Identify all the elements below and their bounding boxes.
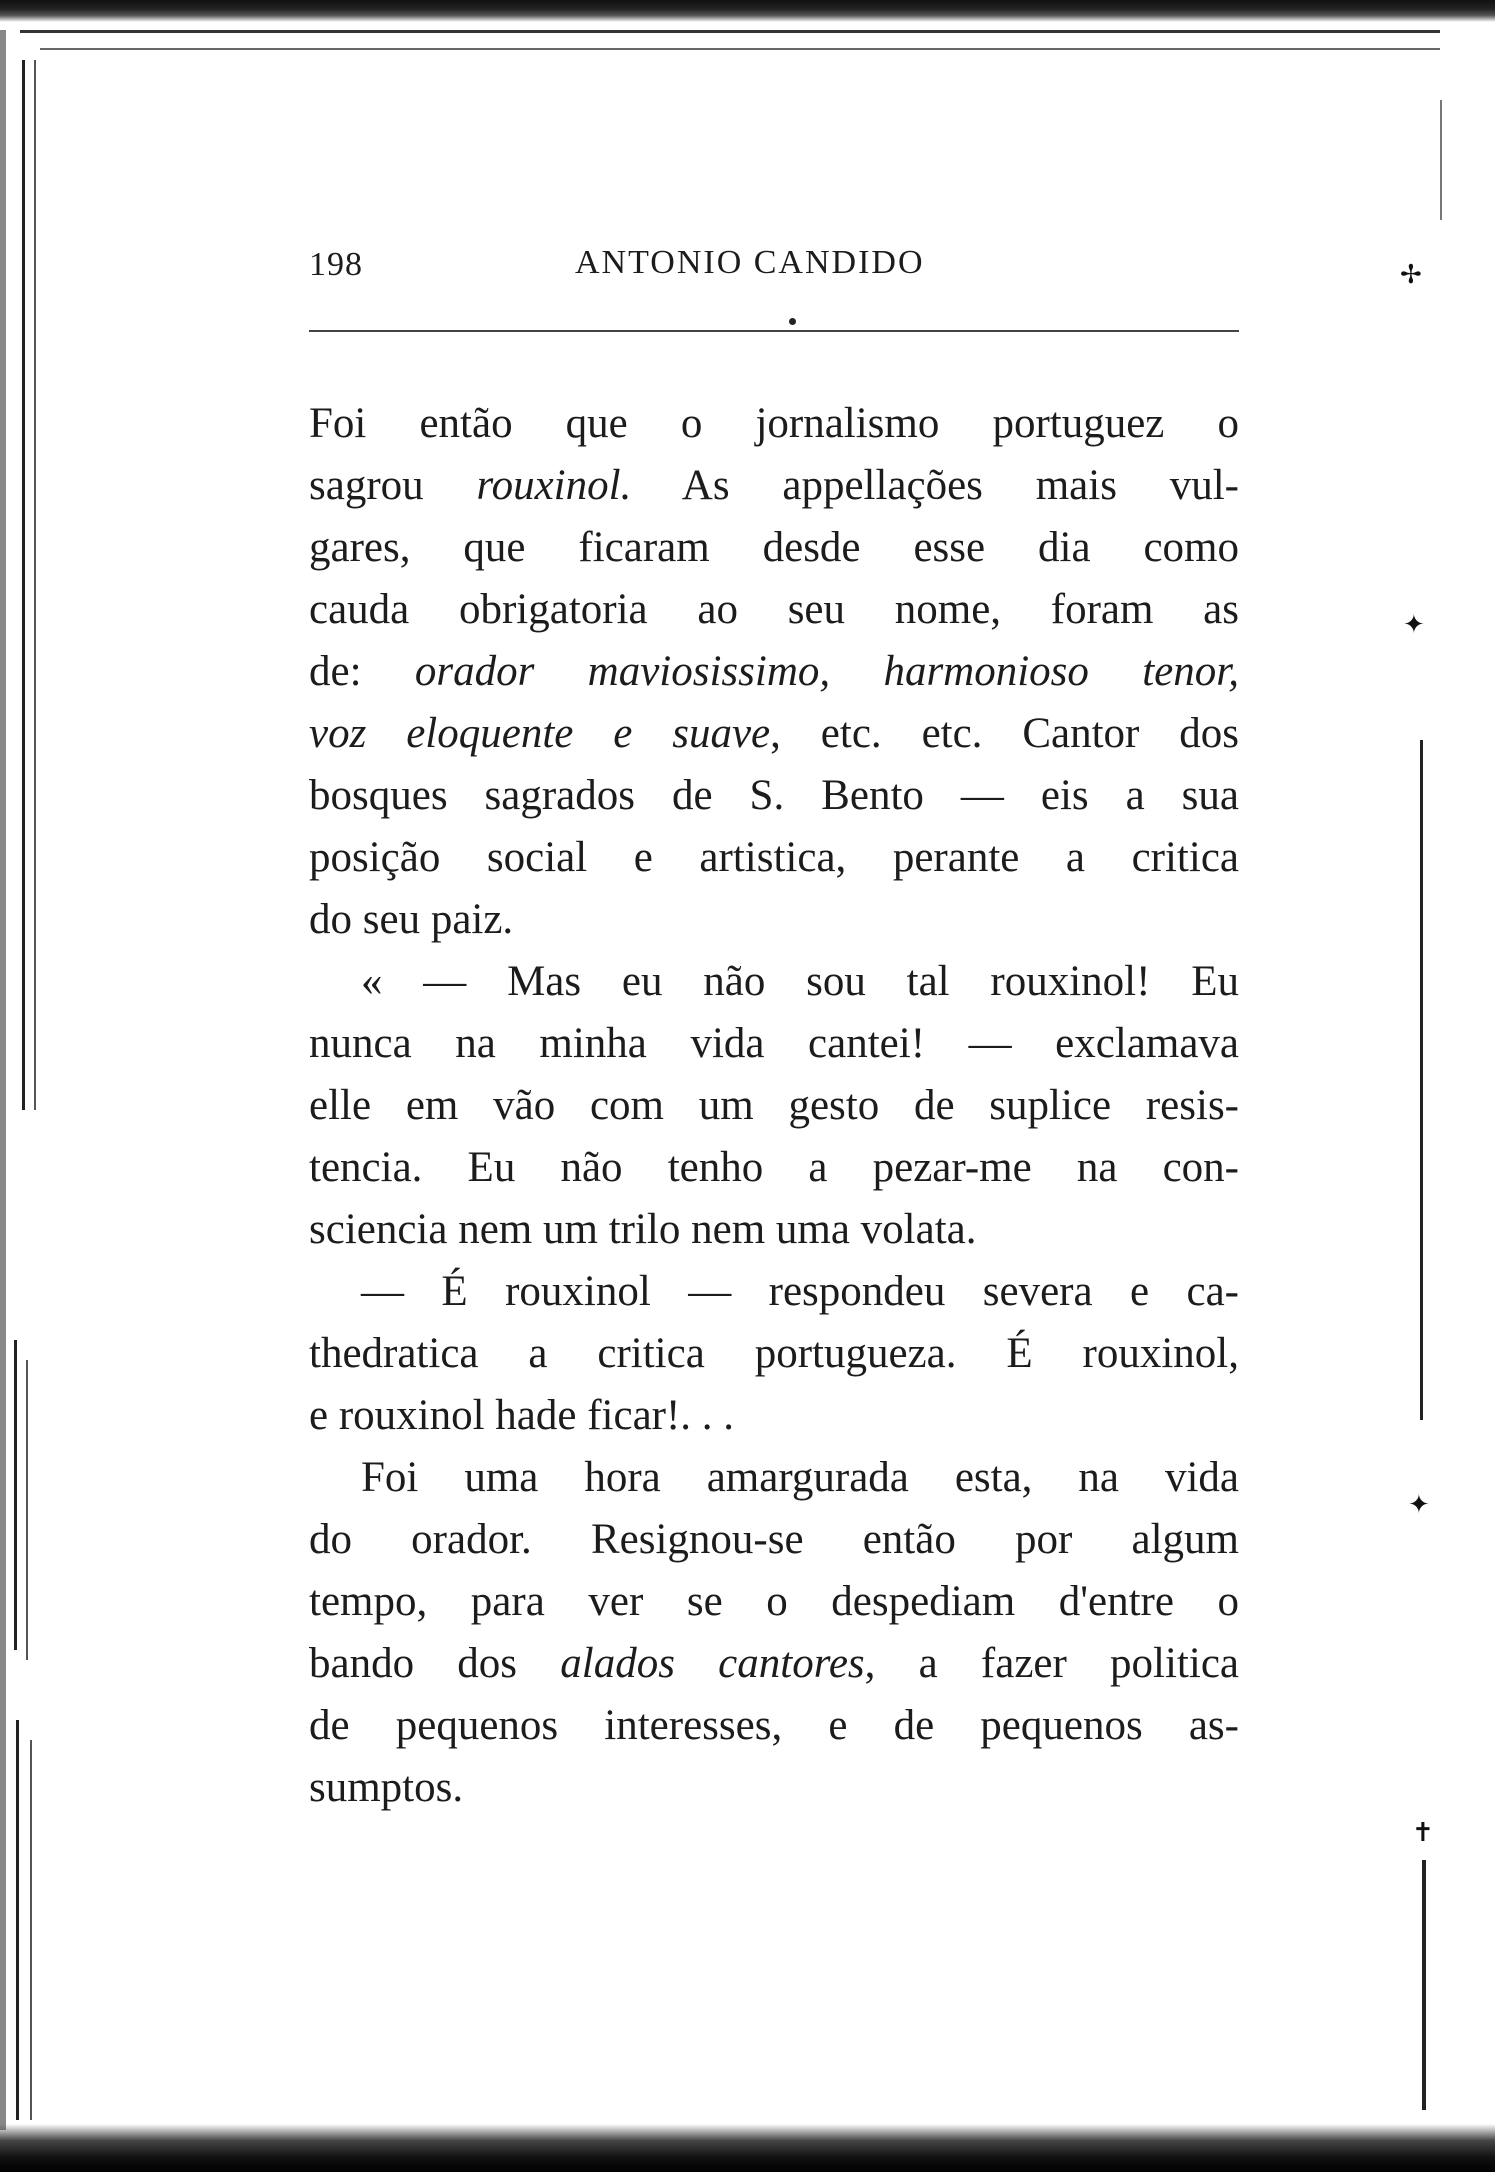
margin-mark-icon: ✝ (1412, 1818, 1434, 1848)
margin-mark-icon: ✦ (1403, 610, 1425, 640)
text-line (309, 1137, 1239, 1199)
text-line (309, 1757, 1239, 1819)
text-run: tempo, para ver se o despediam d'entre o (309, 1578, 1239, 1625)
text-line (309, 1075, 1239, 1137)
scan-line-top-secondary (40, 48, 1440, 50)
italic-text: alados cantores (560, 1640, 865, 1687)
text-run: de: (309, 648, 415, 695)
binding-line (30, 1740, 32, 2120)
text-line (309, 455, 1239, 517)
text-line (309, 1447, 1239, 1509)
page-number: 198 (309, 246, 363, 283)
body-text (309, 393, 1239, 1819)
margin-mark-icon: ✦ (1408, 1490, 1430, 1520)
text-run: sagrou (309, 462, 477, 509)
text-run: , a fazer politica (864, 1640, 1239, 1687)
italic-text: voz eloquente e suave (309, 710, 771, 757)
binding-line (22, 60, 25, 1110)
text-line (309, 827, 1239, 889)
text-run: tencia. Eu não tenho a pezar-me na con- (309, 1144, 1239, 1191)
text-run: elle em vão com um gesto de suplice resis- (309, 1082, 1239, 1129)
text-line (309, 1385, 1239, 1447)
text-line (309, 1013, 1239, 1075)
italic-text: rouxinol. (476, 462, 632, 509)
text-run: do orador. Resignou-se então por algum (309, 1516, 1239, 1563)
scan-edge-top (0, 0, 1495, 22)
text-run: sumptos. (309, 1764, 464, 1811)
margin-line (1422, 1860, 1426, 2110)
binding-line (34, 60, 36, 1110)
margin-line (1420, 740, 1423, 1420)
text-line (309, 951, 1239, 1013)
running-title: ANTONIO CANDIDO (575, 244, 925, 281)
text-run: — É rouxinol — respondeu severa e ca- (361, 1268, 1239, 1315)
text-run: « — Mas eu não sou tal rouxinol! Eu (361, 958, 1239, 1005)
text-line (309, 393, 1239, 455)
text-run: As appellações mais vul- (631, 462, 1240, 509)
text-run: Foi então que o jornalismo portuguez o (309, 400, 1239, 447)
binding-line (16, 1720, 19, 2120)
text-line (309, 579, 1239, 641)
text-line (309, 1695, 1239, 1757)
margin-line (1440, 100, 1442, 220)
binding-line (26, 1360, 28, 1660)
text-line (309, 1571, 1239, 1633)
text-line (309, 889, 1239, 951)
header-rule-dot (789, 318, 796, 325)
italic-text: orador maviosissimo, harmonioso tenor, (414, 648, 1239, 695)
running-head (309, 240, 1239, 290)
text-line (309, 765, 1239, 827)
text-line (309, 641, 1239, 703)
text-run: e rouxinol hade ficar!. . . (309, 1392, 735, 1439)
text-run: de pequenos interesses, e de pequenos as- (309, 1702, 1239, 1749)
scan-edge-left (0, 30, 6, 2130)
text-run: thedratica a critica portugueza. É rouxinol, (309, 1330, 1239, 1377)
text-line (309, 1323, 1239, 1385)
text-run: posição social e artistica, perante a critica (309, 834, 1239, 881)
text-run: cauda obrigatoria ao seu nome, foram as (309, 586, 1239, 633)
header-rule (309, 330, 1239, 332)
text-line (309, 1633, 1239, 1695)
text-run: Foi uma hora amargurada esta, na vida (361, 1454, 1239, 1501)
text-run: do seu paiz. (309, 896, 514, 943)
scan-line-top (20, 30, 1440, 33)
text-run: bando dos (309, 1640, 561, 1687)
scan-edge-bottom (0, 2124, 1495, 2172)
text-line (309, 1199, 1239, 1261)
text-line (309, 517, 1239, 579)
text-run: gares, que ficaram desde esse dia como (309, 524, 1239, 571)
text-run: bosques sagrados de S. Bento — eis a sua (309, 772, 1239, 819)
text-line (309, 1261, 1239, 1323)
text-line (309, 1509, 1239, 1571)
text-run: nunca na minha vida cantei! — exclamava (309, 1020, 1239, 1067)
margin-mark-icon: ✢ (1400, 260, 1422, 290)
text-line (309, 703, 1239, 765)
binding-line (14, 1340, 17, 1650)
text-run: sciencia nem um trilo nem uma volata. (309, 1206, 977, 1253)
text-run: , etc. etc. Cantor dos (770, 710, 1239, 757)
